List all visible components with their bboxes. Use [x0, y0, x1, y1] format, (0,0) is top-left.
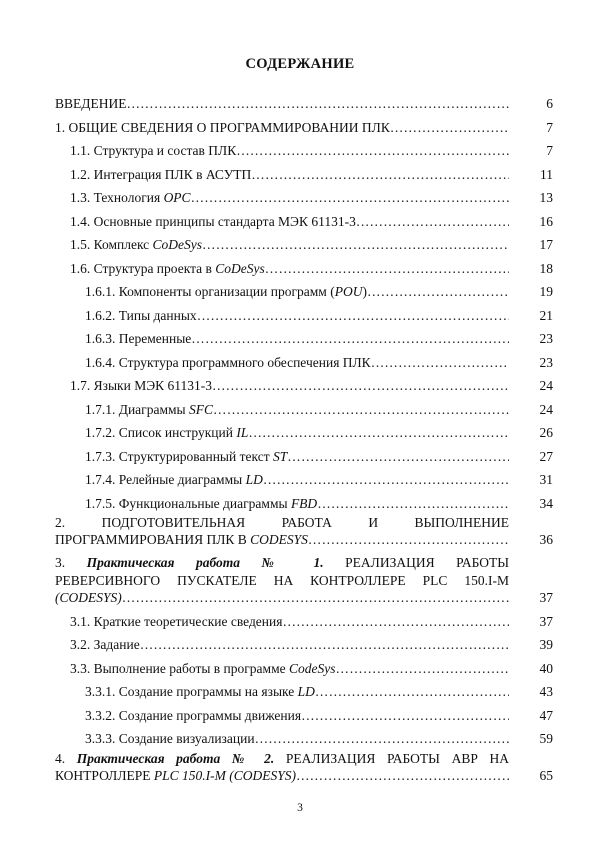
toc-entry-label-line-1: 2. ПОДГОТОВИТЕЛЬНАЯ РАБОТА И ВЫПОЛНЕНИЕ	[55, 515, 510, 530]
dot-leader	[236, 142, 509, 159]
toc-entry-label: 1.4. Основные принципы стандарта МЭК 61131-3	[70, 214, 356, 229]
toc-entry-label: 1.2. Интеграция ПЛК в АСУТП	[70, 167, 252, 182]
toc-entry-label: 3.3. Выполнение работы в программе CodeSys	[70, 661, 336, 676]
dot-leader	[315, 683, 509, 700]
dot-leader	[255, 730, 509, 747]
dot-leader	[251, 166, 509, 183]
toc-entry-label: ПРОГРАММИРОВАНИЯ ПЛК В CODESYS	[55, 532, 308, 547]
toc-entry-1-5[interactable]	[55, 236, 553, 253]
dot-leader	[367, 283, 509, 300]
toc-entry-1-6-2[interactable]	[55, 307, 553, 324]
page-title: СОДЕРЖАНИЕ	[245, 56, 355, 72]
toc-page-number: 47	[539, 708, 553, 723]
toc-entry-label: 1.6.3. Переменные	[85, 331, 192, 346]
dot-leader	[140, 636, 509, 653]
toc-entry-label: 1.3. Технология OPC	[70, 190, 191, 205]
toc-page-number: 18	[539, 261, 553, 276]
toc-entry-1-7[interactable]	[55, 377, 553, 394]
toc-entry-3-3-1[interactable]	[55, 683, 553, 700]
toc-entry-1-1[interactable]	[55, 142, 553, 159]
toc-entry-chapter-4[interactable]	[55, 750, 509, 767]
dot-leader	[356, 213, 509, 230]
toc-entry-3-2[interactable]	[55, 636, 553, 653]
toc-page-number: 31	[539, 472, 553, 487]
dot-leader	[263, 471, 509, 488]
toc-page-number: 23	[539, 355, 553, 370]
toc-entry-introduction[interactable]	[55, 95, 553, 112]
dot-leader	[287, 448, 509, 465]
toc-entry-1-7-5[interactable]	[55, 495, 553, 512]
toc-entry-3-3-3[interactable]	[55, 730, 553, 747]
page-number: 3	[297, 802, 303, 814]
toc-entry-chapter-4-line-2[interactable]	[55, 767, 553, 784]
dot-leader	[212, 377, 509, 394]
dot-leader	[265, 260, 509, 277]
toc-entry-chapter-3-line-2: РЕВЕРСИВНОГО ПУСКАТЕЛЕ НА КОНТРОЛЛЕРЕ PLC 150.I-M	[55, 573, 509, 588]
toc-page-number: 39	[539, 637, 553, 652]
dot-leader	[371, 354, 509, 371]
toc-page-number: 7	[546, 143, 553, 158]
dot-leader	[213, 401, 509, 418]
toc-page-number: 37	[539, 614, 553, 629]
toc-entry-label: 1.5. Комплекс CoDeSys	[70, 237, 203, 252]
toc-entry-1-6[interactable]	[55, 260, 553, 277]
toc-entry-label: 3.3.3. Создание визуализации	[85, 731, 255, 746]
toc-entry-1-7-2[interactable]	[55, 424, 553, 441]
dot-leader	[336, 660, 510, 677]
toc-entry-label: КОНТРОЛЛЕРЕ PLC 150.I-M (CODESYS)	[55, 768, 296, 783]
toc-entry-label-line-1: 3. Практическая работа № 1. РЕАЛИЗАЦИЯ РАБОТЫ	[55, 555, 510, 570]
toc-entry-chapter-2[interactable]	[55, 514, 509, 531]
toc-entry-label: 1.7.1. Диаграммы SFC	[85, 402, 214, 417]
toc-page-number: 40	[539, 661, 553, 676]
toc-entry-label: 1.6.1. Компоненты организации программ (POU)	[85, 284, 367, 299]
toc-page-number: 11	[540, 167, 553, 182]
toc-page-number: 37	[539, 590, 553, 605]
toc-entry-label: (CODESYS)	[55, 590, 122, 605]
toc-page-number: 21	[539, 308, 553, 323]
toc-entry-1-4[interactable]	[55, 213, 553, 230]
dot-leader	[390, 119, 509, 136]
toc-entry-label: 1.1. Структура и состав ПЛК	[70, 143, 237, 158]
toc-page-number: 27	[539, 449, 553, 464]
toc-entry-label: 3.3.1. Создание программы на языке LD	[85, 684, 315, 699]
toc-page-number: 19	[539, 284, 553, 299]
dot-leader	[191, 330, 509, 347]
toc-entry-3-3[interactable]	[55, 660, 553, 677]
toc-entry-label: 1.7.2. Список инструкций IL	[85, 425, 249, 440]
toc-entry-3-3-2[interactable]	[55, 707, 553, 724]
toc-entry-chapter-3[interactable]	[55, 554, 509, 571]
toc-page-number: 24	[539, 378, 553, 393]
dot-leader	[191, 189, 509, 206]
toc-entry-1-3[interactable]	[55, 189, 553, 206]
dot-leader	[317, 495, 509, 512]
toc-entry-1-7-4[interactable]	[55, 471, 553, 488]
toc-page-number: 16	[539, 214, 553, 229]
toc-page-number: 65	[539, 768, 553, 783]
toc-entry-1-2[interactable]	[55, 166, 553, 183]
toc-entry-label: 1.6. Структура проекта в CoDeSys	[70, 261, 265, 276]
toc-entry-label: 3.1. Краткие теоретические сведения	[70, 614, 283, 629]
toc-page-number: 36	[539, 532, 553, 547]
dot-leader	[126, 95, 509, 112]
toc-entry-label: 1.7.5. Функциональные диаграммы FBD	[85, 496, 318, 511]
toc-page-number: 43	[539, 684, 553, 699]
dot-leader	[248, 424, 509, 441]
dot-leader	[197, 307, 509, 324]
toc-entry-label-line-1: 4. Практическая работа № 2. РЕАЛИЗАЦИЯ РАБОТЫ АВР НА	[55, 751, 509, 766]
toc-entry-1-6-4[interactable]	[55, 354, 553, 371]
toc-entry-label: 1.6.2. Типы данных	[85, 308, 197, 323]
toc-page-number: 34	[539, 496, 553, 511]
toc-entry-label: 1.7.4. Релейные диаграммы LD	[85, 472, 263, 487]
toc-entry-chapter-2-line-2[interactable]	[55, 531, 553, 548]
toc-entry-label: 3.3.2. Создание программы движения	[85, 708, 302, 723]
dot-leader	[122, 589, 509, 606]
toc-entry-label: 1. ОБЩИЕ СВЕДЕНИЯ О ПРОГРАММИРОВАНИИ ПЛК	[55, 120, 390, 135]
toc-page-number: 7	[546, 120, 553, 135]
toc-page-number: 59	[539, 731, 553, 746]
toc-page-number: 13	[539, 190, 553, 205]
toc-page-number: 17	[539, 237, 553, 252]
toc-entry-1-7-3[interactable]	[55, 448, 553, 465]
toc-entry-3-1[interactable]	[55, 613, 553, 630]
dot-leader	[308, 531, 509, 548]
toc-entry-1-7-1[interactable]	[55, 401, 553, 418]
toc-entry-chapter-1[interactable]	[55, 119, 553, 136]
dot-leader	[202, 236, 509, 253]
toc-entry-label: 1.6.4. Структура программного обеспечения ПЛК	[85, 355, 371, 370]
toc-entry-chapter-3-line-3[interactable]	[55, 589, 553, 606]
toc-page-number: 6	[546, 96, 553, 111]
toc-entry-label: 3.2. Задание	[70, 637, 140, 652]
toc-entry-1-6-1[interactable]	[55, 283, 553, 300]
toc-entry-label: 1.7. Языки МЭК 61131-3	[70, 378, 212, 393]
toc-entry-1-6-3[interactable]	[55, 330, 553, 347]
toc-entry-label: ВВЕДЕНИЕ	[55, 96, 127, 111]
dot-leader	[282, 613, 509, 630]
toc-page-number: 24	[539, 402, 553, 417]
toc-page-number: 23	[539, 331, 553, 346]
dot-leader	[296, 767, 509, 784]
dot-leader	[301, 707, 509, 724]
toc-entry-label: 1.7.3. Структурированный текст ST	[85, 449, 288, 464]
toc-page-number: 26	[539, 425, 553, 440]
